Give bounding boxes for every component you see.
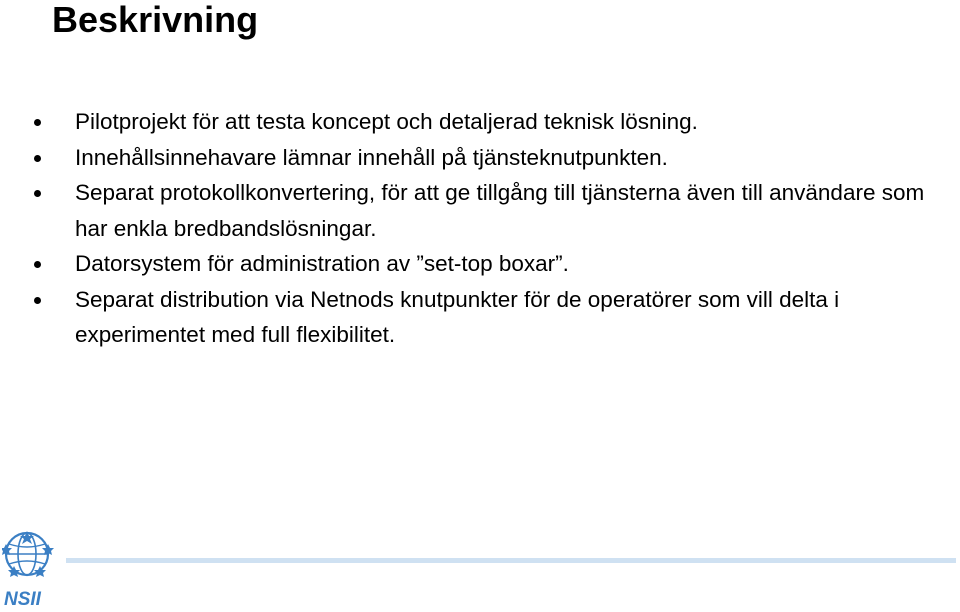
bullet-text-1: Pilotprojekt för att testa koncept och detaljerad teknisk lösning.: [75, 109, 698, 134]
bullet-dot-icon: [34, 155, 41, 162]
bullet-text-3: Separat protokollkonvertering, för att ge tillgång till tjänsterna även till användare som har enkla bredbandslösningar.: [75, 180, 925, 241]
bullet-item-5: [30, 282, 940, 353]
bullet-dot-icon: [34, 119, 41, 126]
bullet-text-4: Datorsystem för administration av ”set-top boxar”.: [75, 251, 569, 276]
logo-text: NSII: [4, 589, 41, 607]
bullet-item-1: [30, 104, 940, 140]
bullet-dot-icon: [34, 261, 41, 268]
bullet-dot-icon: [34, 297, 41, 304]
globe-stars-icon: [2, 530, 62, 607]
nsii-logo: [2, 530, 62, 607]
footer-bar: [66, 558, 956, 563]
bullet-item-3: [30, 175, 940, 246]
bullet-dot-icon: [34, 190, 41, 197]
bullet-item-4: [30, 246, 940, 282]
bullet-text-5: Separat distribution via Netnods knutpunkter för de operatörer som vill delta i experimentet med full flexibilitet.: [75, 286, 840, 347]
bullet-item-2: [30, 140, 940, 176]
bullet-text-2: Innehållsinnehavare lämnar innehåll på tjänsteknutpunkten.: [75, 144, 668, 170]
slide-title: Beskrivning: [52, 0, 259, 40]
bullet-list: [30, 104, 940, 353]
